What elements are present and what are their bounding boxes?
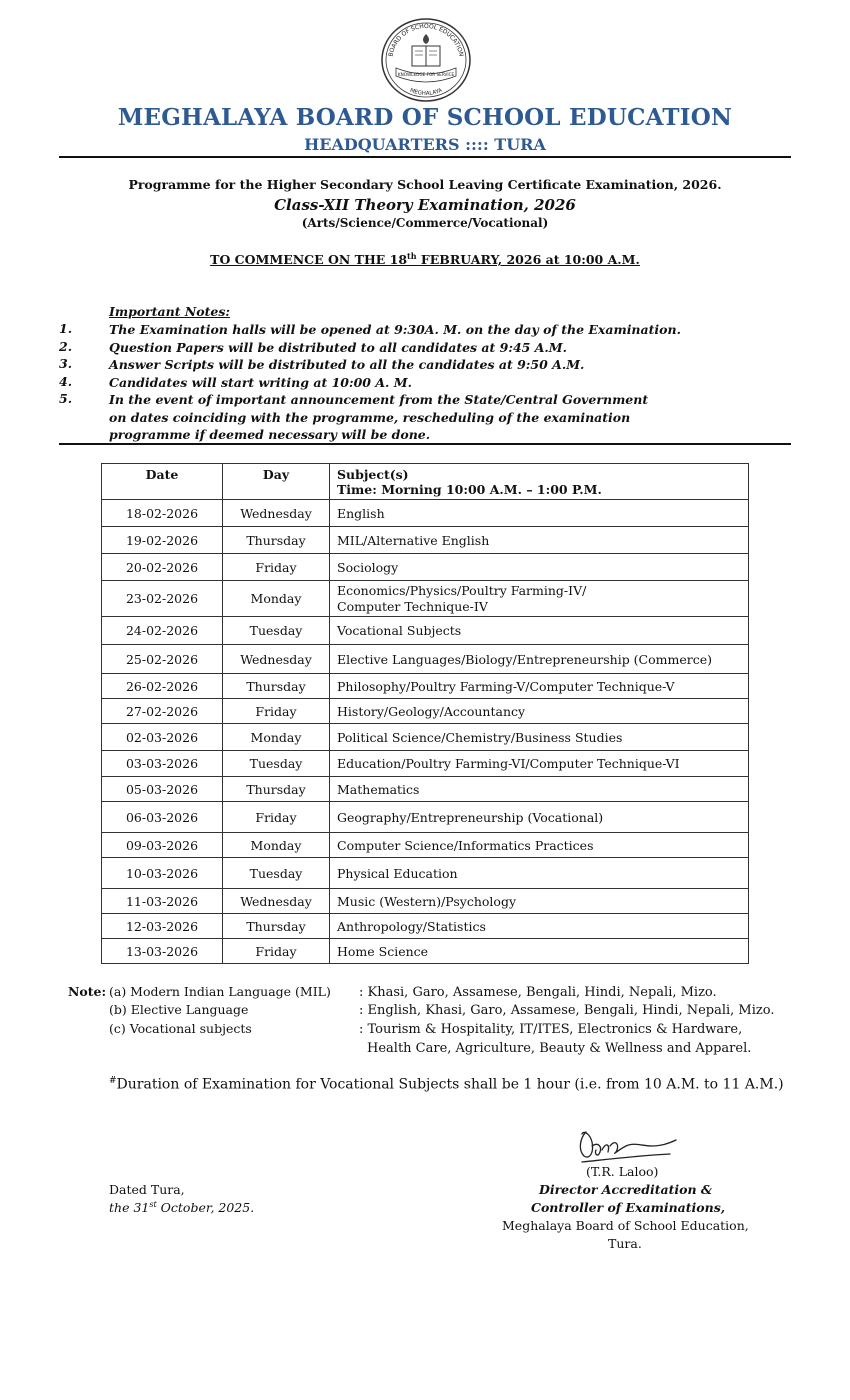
header-divider <box>59 156 791 158</box>
row-subject: MIL/Alternative English <box>330 527 749 554</box>
row-subject: Computer Science/Informatics Practices <box>330 833 749 858</box>
row-date: 02-03-2026 <box>102 724 223 751</box>
row-date: 19-02-2026 <box>102 527 223 554</box>
row-subject: Sociology <box>330 554 749 581</box>
row-date: 25-02-2026 <box>102 645 223 674</box>
row-date: 24-02-2026 <box>102 617 223 645</box>
seal-ribbon-text: KNOWLEDGE FOR SERVICE <box>397 72 455 77</box>
important-notes-heading: Important Notes: <box>109 304 230 319</box>
row-date: 12-03-2026 <box>102 914 223 939</box>
row-day: Friday <box>223 802 330 833</box>
commence-line <box>0 251 850 267</box>
row-date: 10-03-2026 <box>102 858 223 889</box>
table-row <box>102 617 749 645</box>
row-subject-line2: Computer Technique-IV <box>337 598 488 614</box>
row-day: Tuesday <box>223 751 330 777</box>
row-day: Thursday <box>223 914 330 939</box>
table-row <box>102 833 749 858</box>
table-row <box>102 581 749 617</box>
row-date: 06-03-2026 <box>102 802 223 833</box>
note-number: 3. <box>59 356 73 371</box>
signatory-designation-1: Director Accreditation & <box>539 1182 713 1197</box>
table-row <box>102 500 749 527</box>
row-day: Wednesday <box>223 889 330 914</box>
dated-date-sup: st <box>149 1200 157 1209</box>
commence-prefix: TO COMMENCE ON THE 18 <box>210 252 408 268</box>
note-text: Question Papers will be distributed to all candidates at 9:45 A.M. <box>109 340 567 355</box>
row-date: 11-03-2026 <box>102 889 223 914</box>
seal-text-bottom: MEGHALAYA <box>408 87 444 98</box>
row-date: 23-02-2026 <box>102 581 223 617</box>
note-value: : Khasi, Garo, Assamese, Bengali, Hindi, Nepali, Mizo. <box>359 985 717 1000</box>
board-seal-logo <box>378 16 474 106</box>
table-row <box>102 777 749 802</box>
notes-divider <box>59 443 791 445</box>
table-row <box>102 699 749 724</box>
exam-title: Class-XII Theory Examination, 2026 <box>274 196 576 214</box>
note-value: : English, Khasi, Garo, Assamese, Bengali, Hindi, Nepali, Mizo. <box>359 1003 775 1018</box>
note-text: Candidates will start writing at 10:00 A. M. <box>109 375 412 390</box>
row-date: 26-02-2026 <box>102 674 223 699</box>
table-row <box>102 889 749 914</box>
row-subject: Home Science <box>330 939 749 964</box>
note-value: : Tourism & Hospitality, IT/ITES, Electronics & Hardware, <box>359 1022 743 1037</box>
table-header-row <box>102 464 749 500</box>
row-day: Thursday <box>223 527 330 554</box>
table-row <box>102 724 749 751</box>
note-text: The Examination halls will be opened at 9:30A. M. on the day of the Examination. <box>109 322 681 337</box>
row-day: Friday <box>223 939 330 964</box>
row-subject: Physical Education <box>330 858 749 889</box>
dated-date-suffix: October, 2025. <box>156 1200 255 1216</box>
note-text: In the event of important announcement from the State/Central Government on dates coinciding with the programme, rescheduling of the examination programme if deemed necessary will be done. <box>109 392 649 442</box>
duration-mark: # <box>109 1076 117 1086</box>
row-subject: Mathematics <box>330 777 749 802</box>
programme-title: Programme for the Higher Secondary School Leaving Certificate Examination, 2026. <box>128 177 722 192</box>
row-subject: Philosophy/Poultry Farming-V/Computer Technique-V <box>330 674 749 699</box>
table-row <box>102 939 749 964</box>
row-subject: Music (Western)/Psychology <box>330 889 749 914</box>
seal-text-top: BOARD OF SCHOOL EDUCATION <box>387 22 465 58</box>
header-date: Date <box>102 464 223 500</box>
dated-date-prefix: the 31 <box>109 1200 150 1216</box>
header-subject <box>330 464 749 500</box>
note-text: Answer Scripts will be distributed to all the candidates at 9:50 A.M. <box>109 357 585 372</box>
row-day: Wednesday <box>223 645 330 674</box>
row-subject: English <box>330 500 749 527</box>
signatory-office: Meghalaya Board of School Education, <box>502 1218 749 1233</box>
row-day: Thursday <box>223 674 330 699</box>
note-key: (b) Elective Language <box>109 1002 249 1017</box>
row-day: Thursday <box>223 777 330 802</box>
row-subject: Political Science/Chemistry/Business Studies <box>330 724 749 751</box>
note-key: (a) Modern Indian Language (MIL) <box>109 984 331 999</box>
row-subject: Elective Languages/Biology/Entrepreneurship (Commerce) <box>330 645 749 674</box>
note-number: 1. <box>59 321 73 336</box>
table-row <box>102 858 749 889</box>
note-number: 4. <box>59 374 73 389</box>
row-day: Tuesday <box>223 858 330 889</box>
row-subject: Vocational Subjects <box>330 617 749 645</box>
row-day: Monday <box>223 833 330 858</box>
table-row <box>102 751 749 777</box>
note-number: 2. <box>59 339 73 354</box>
row-subject: Anthropology/Statistics <box>330 914 749 939</box>
table-row <box>102 914 749 939</box>
row-date: 13-03-2026 <box>102 939 223 964</box>
exam-schedule-table <box>101 463 749 964</box>
row-date: 18-02-2026 <box>102 500 223 527</box>
row-subject <box>330 581 749 617</box>
dated-place: Dated Tura, <box>109 1182 185 1197</box>
row-day: Friday <box>223 554 330 581</box>
org-name: MEGHALAYA BOARD OF SCHOOL EDUCATION <box>117 104 733 131</box>
row-subject: Education/Poultry Farming-VI/Computer Technique-VI <box>330 751 749 777</box>
row-day: Tuesday <box>223 617 330 645</box>
dated-date <box>109 1200 254 1215</box>
row-date: 03-03-2026 <box>102 751 223 777</box>
commence-suffix: FEBRUARY, 2026 at 10:00 A.M. <box>416 252 640 268</box>
row-date: 09-03-2026 <box>102 833 223 858</box>
row-subject-line1: Economics/Physics/Poultry Farming-IV/ <box>337 582 587 598</box>
headquarters: HEADQUARTERS :::: TURA <box>304 135 546 154</box>
row-date: 05-03-2026 <box>102 777 223 802</box>
row-day: Monday <box>223 581 330 617</box>
table-row <box>102 527 749 554</box>
commence-sup: th <box>407 251 417 261</box>
row-day: Monday <box>223 724 330 751</box>
streams: (Arts/Science/Commerce/Vocational) <box>301 216 549 230</box>
row-day: Wednesday <box>223 500 330 527</box>
row-subject: History/Geology/Accountancy <box>330 699 749 724</box>
table-row <box>102 674 749 699</box>
table-row <box>102 554 749 581</box>
note-key: (c) Vocational subjects <box>109 1021 252 1036</box>
header-day: Day <box>223 464 330 500</box>
header-time: Time: Morning 10:00 A.M. – 1:00 P.M. <box>337 482 602 497</box>
note-number: 5. <box>59 391 73 406</box>
signatory-place: Tura. <box>608 1236 642 1251</box>
note-value-cont: Health Care, Agriculture, Beauty & Wellness and Apparel. <box>367 1041 752 1056</box>
duration-text: Duration of Examination for Vocational Subjects shall be 1 hour (i.e. from 10 A.M. to 11 A.M.) <box>116 1076 784 1093</box>
table-row <box>102 645 749 674</box>
row-subject: Geography/Entrepreneurship (Vocational) <box>330 802 749 833</box>
signatory-name: (T.R. Laloo) <box>586 1164 659 1179</box>
row-date: 20-02-2026 <box>102 554 223 581</box>
signatory-designation-2: Controller of Examinations, <box>531 1200 726 1215</box>
row-day: Friday <box>223 699 330 724</box>
table-row <box>102 802 749 833</box>
note-label: Note: <box>68 984 107 999</box>
row-date: 27-02-2026 <box>102 699 223 724</box>
header-subject-label: Subject(s) <box>337 467 409 482</box>
duration-note <box>109 1076 784 1093</box>
